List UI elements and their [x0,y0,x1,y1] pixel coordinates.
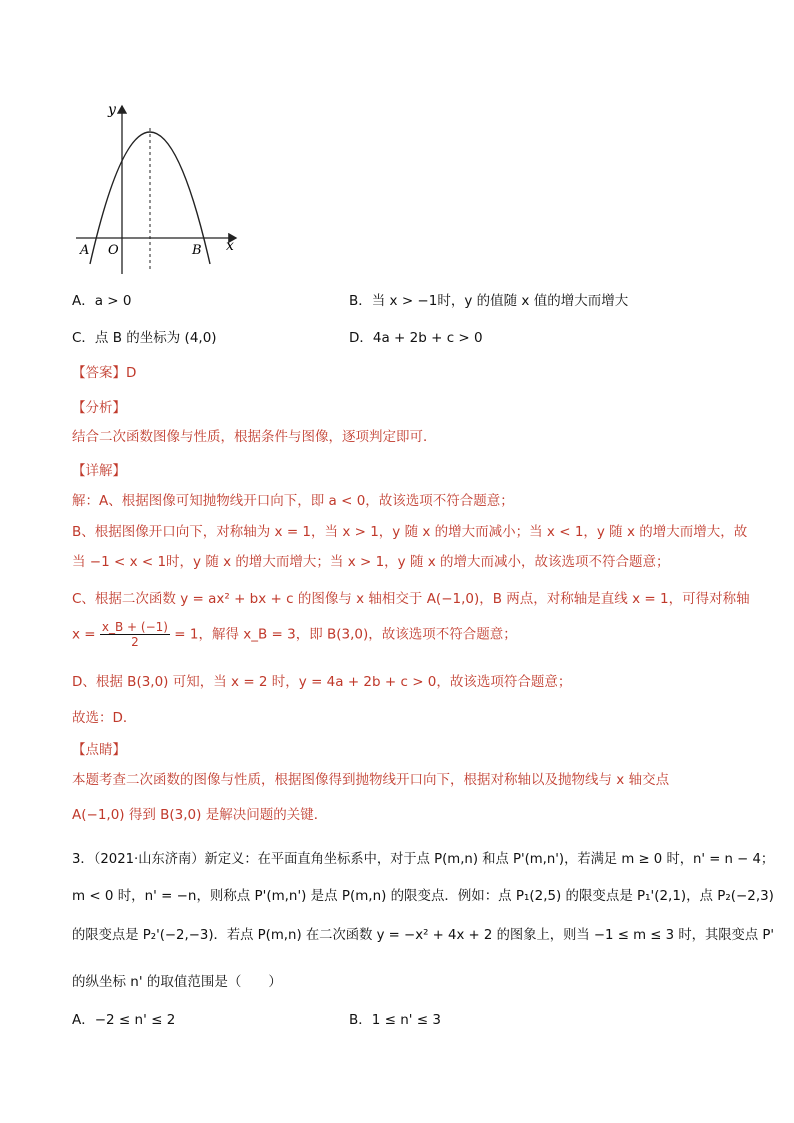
detail-line-6: D、根据 B(3,0) 可知，当 x = 2 时，y = 4a + 2b + c > 0，故该选项符合题意； [72,674,572,690]
detail-line-1: 解：A、根据图像可知抛物线开口向下，即 a < 0，故该选项不符合题意； [72,493,514,509]
point-b-label: B [192,243,202,258]
point-line-1: 本题考查二次函数的图像与性质，根据图像得到抛物线开口向下，根据对称轴以及抛物线与 x 轴交点 [72,772,670,788]
fraction-denominator: 2 [131,635,139,649]
option-a: A．a > 0 [72,293,132,309]
origin-label: O [108,243,119,258]
point-tag: 【点睛】 [72,742,126,758]
option-d: D．4a + 2b + c > 0 [349,330,483,346]
q3-option-a: A．−2 ≤ n' ≤ 2 [72,1012,176,1028]
detail-tag: 【详解】 [72,463,126,479]
fraction [100,620,170,649]
analysis-tag: 【分析】 [72,400,126,416]
q3-option-b: B．1 ≤ n' ≤ 3 [349,1012,441,1028]
option-b: B．当 x > −1时，y 的值随 x 值的增大而增大 [349,293,629,309]
parabola-graph [70,96,250,281]
q3-line-2: m < 0 时，n' = −n，则称点 P'(m,n') 是点 P(m,n) 的限变点．例如：点 P₁(2,5) 的限变点是 P₁'(2,1)，点 P₂(−2,3) [72,888,774,904]
detail-line-5-pre: x = [72,626,96,643]
answer-tag: 【答案】 [72,365,126,381]
fraction-numerator: x_B + (−1) [101,620,168,634]
detail-line-3: 当 −1 < x < 1时，y 随 x 的增大而增大；当 x > 1，y 随 x 的增大而减小，故该选项不符合题意； [72,554,670,570]
option-c: C．点 B 的坐标为 (4,0) [72,330,217,346]
detail-line-4: C、根据二次函数 y = ax² + bx + c 的图像与 x 轴相交于 A(−1,0)，B 两点，对称轴是直线 x = 1，可得对称轴 [72,591,750,607]
answer-value: D [126,365,137,381]
detail-line-5-post: = 1，解得 x_B = 3，即 B(3,0)，故该选项不符合题意； [174,626,517,643]
point-a-label: A [80,243,90,258]
detail-line-5 [72,620,517,649]
detail-line-7: 故选：D． [72,710,137,726]
x-axis-label: x [226,238,234,254]
q3-line-1: 3．（2021·山东济南）新定义：在平面直角坐标系中，对于点 P(m,n) 和点 P'(m,n')，若满足 m ≥ 0 时，n' = n − 4； [72,851,775,867]
analysis-text: 结合二次函数图像与性质，根据条件与图像，逐项判定即可． [72,429,437,445]
q3-line-4: 的纵坐标 n' 的取值范围是（ ） [72,974,282,990]
point-line-2: A(−1,0) 得到 B(3,0) 是解决问题的关键． [72,807,328,823]
q3-line-3: 的限变点是 P₂'(−2,−3)．若点 P(m,n) 在二次函数 y = −x² + 4x + 2 的图象上，则当 −1 ≤ m ≤ 3 时，其限变点 P' [72,927,775,943]
detail-line-2: B、根据图像开口向下，对称轴为 x = 1，当 x > 1，y 随 x 的增大而减小；当 x < 1，y 随 x 的增大而增大，故 [72,524,748,540]
y-axis-label: y [108,102,116,118]
answer-line [72,361,136,381]
